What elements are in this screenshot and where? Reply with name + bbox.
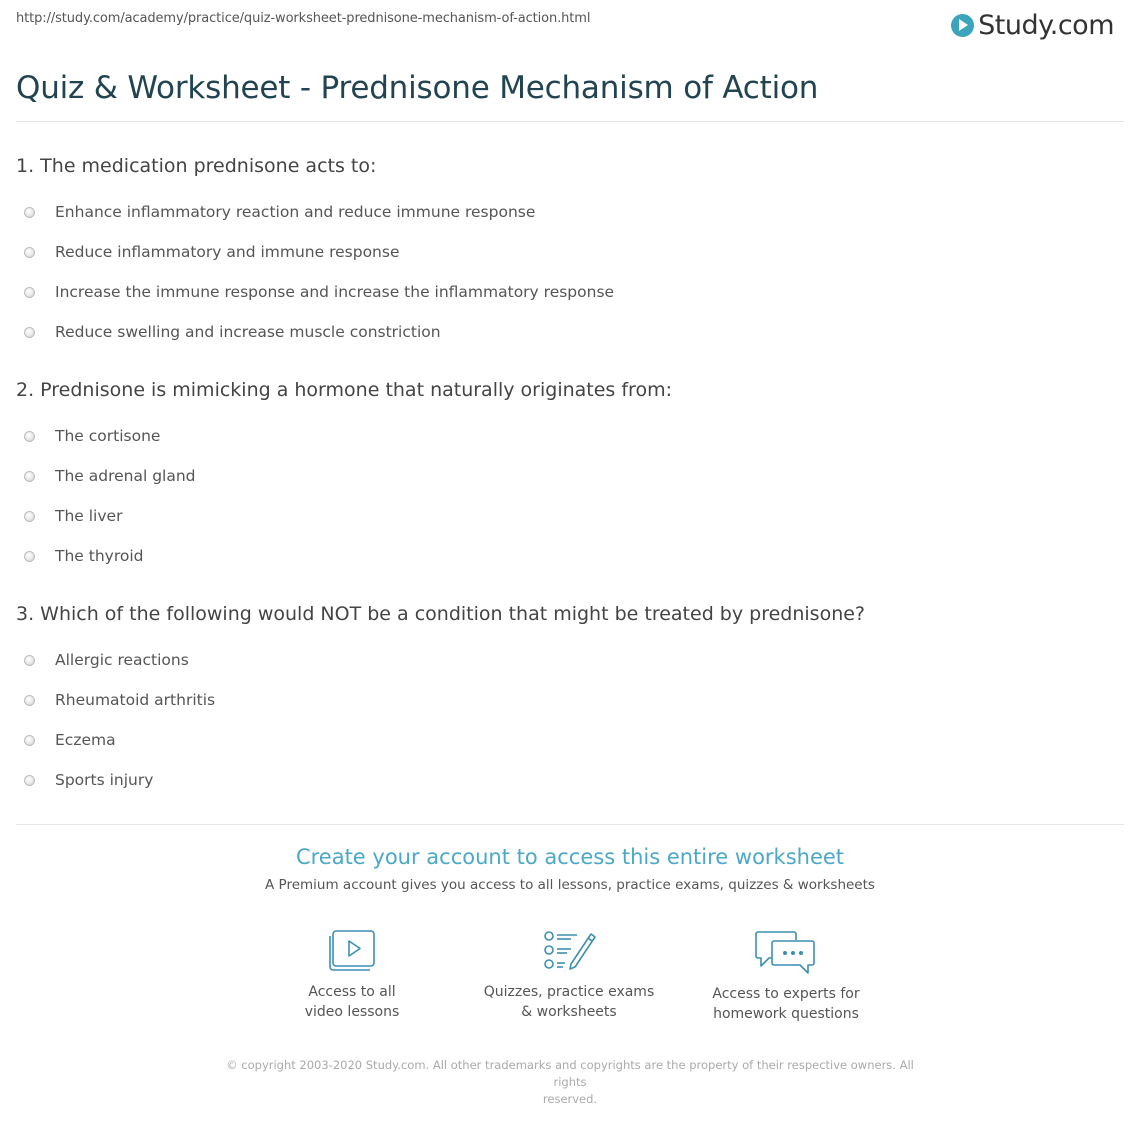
answer-label: The thyroid <box>55 547 144 565</box>
answer-option[interactable] <box>16 640 1124 680</box>
question-text: 3. Which of the following would NOT be a condition that might be treated by prednisone? <box>16 603 866 625</box>
answer-option[interactable] <box>16 192 1124 232</box>
answer-options <box>16 640 1124 800</box>
divider <box>16 121 1124 122</box>
feature-line: Quizzes, practice exams <box>483 984 655 1000</box>
feature-line: homework questions <box>713 1006 859 1022</box>
radio-button-icon[interactable] <box>24 247 35 258</box>
logo-name: Study <box>978 9 1050 41</box>
feature-label <box>459 982 679 1022</box>
radio-button-icon[interactable] <box>24 695 35 706</box>
answer-option[interactable] <box>16 536 1124 576</box>
radio-button-icon[interactable] <box>24 207 35 218</box>
answer-option[interactable] <box>16 456 1124 496</box>
answer-label: The cortisone <box>55 427 161 445</box>
page-title: Quiz & Worksheet - Prednisone Mechanism of Action <box>16 70 819 106</box>
feature-experts <box>676 928 896 1024</box>
answer-label: Reduce swelling and increase muscle constriction <box>55 323 441 341</box>
radio-button-icon[interactable] <box>24 327 35 338</box>
copyright-line: © copyright 2003-2020 Study.com. All other trademarks and copyrights are the property of their respective owners. All rights <box>226 1058 914 1089</box>
answer-label: Sports injury <box>55 771 154 789</box>
feature-line: & worksheets <box>521 1004 617 1020</box>
answer-option[interactable] <box>16 312 1124 352</box>
quiz-checklist-icon <box>541 928 597 974</box>
answer-option[interactable] <box>16 760 1124 800</box>
radio-button-icon[interactable] <box>24 431 35 442</box>
feature-label <box>242 982 462 1022</box>
signup-promo <box>0 845 1140 893</box>
video-lessons-icon <box>326 928 378 974</box>
answer-option[interactable] <box>16 680 1124 720</box>
answer-label: The adrenal gland <box>55 467 196 485</box>
answer-option[interactable] <box>16 720 1124 760</box>
feature-quizzes <box>459 928 679 1022</box>
answer-option[interactable] <box>16 416 1124 456</box>
premium-features <box>0 928 1140 1038</box>
question-1 <box>16 152 1124 352</box>
radio-button-icon[interactable] <box>24 551 35 562</box>
feature-label <box>676 984 896 1024</box>
answer-option[interactable] <box>16 272 1124 312</box>
radio-button-icon[interactable] <box>24 287 35 298</box>
feature-line: Access to experts for <box>712 986 860 1002</box>
divider <box>16 824 1124 825</box>
answer-label: The liver <box>55 507 123 525</box>
premium-description: A Premium account gives you access to all lessons, practice exams, quizzes & worksheets <box>265 877 875 893</box>
answer-label: Enhance inflammatory reaction and reduce immune response <box>55 203 536 221</box>
answer-label: Allergic reactions <box>55 651 189 669</box>
logo-text <box>978 9 1114 41</box>
chat-bubbles-icon <box>754 928 818 976</box>
radio-button-icon[interactable] <box>24 471 35 482</box>
feature-video-lessons <box>242 928 462 1022</box>
answer-label: Reduce inflammatory and immune response <box>55 243 400 261</box>
question-2 <box>16 376 1124 576</box>
radio-button-icon[interactable] <box>24 735 35 746</box>
question-text: 1. The medication prednisone acts to: <box>16 155 377 177</box>
answer-label: Rheumatoid arthritis <box>55 691 216 709</box>
study-logo[interactable] <box>951 6 1114 44</box>
logo-suffix: .com <box>1049 9 1114 41</box>
feature-line: video lessons <box>304 1004 400 1020</box>
copyright-line: reserved. <box>542 1092 598 1106</box>
answer-options <box>16 192 1124 352</box>
answer-label: Eczema <box>55 731 116 749</box>
radio-button-icon[interactable] <box>24 511 35 522</box>
answer-options <box>16 416 1124 576</box>
page-url: http://study.com/academy/practice/quiz-worksheet-prednisone-mechanism-of-action.html <box>16 11 591 26</box>
question-3 <box>16 600 1124 800</box>
create-account-link[interactable]: Create your account to access this entire worksheet <box>295 845 845 869</box>
feature-line: Access to all <box>308 984 396 1000</box>
play-logo-icon <box>951 14 974 37</box>
answer-option[interactable] <box>16 232 1124 272</box>
answer-label: Increase the immune response and increase the inflammatory response <box>55 283 615 301</box>
answer-option[interactable] <box>16 496 1124 536</box>
question-text: 2. Prednisone is mimicking a hormone that naturally originates from: <box>16 379 672 401</box>
radio-button-icon[interactable] <box>24 655 35 666</box>
radio-button-icon[interactable] <box>24 775 35 786</box>
copyright-footer <box>210 1057 930 1108</box>
